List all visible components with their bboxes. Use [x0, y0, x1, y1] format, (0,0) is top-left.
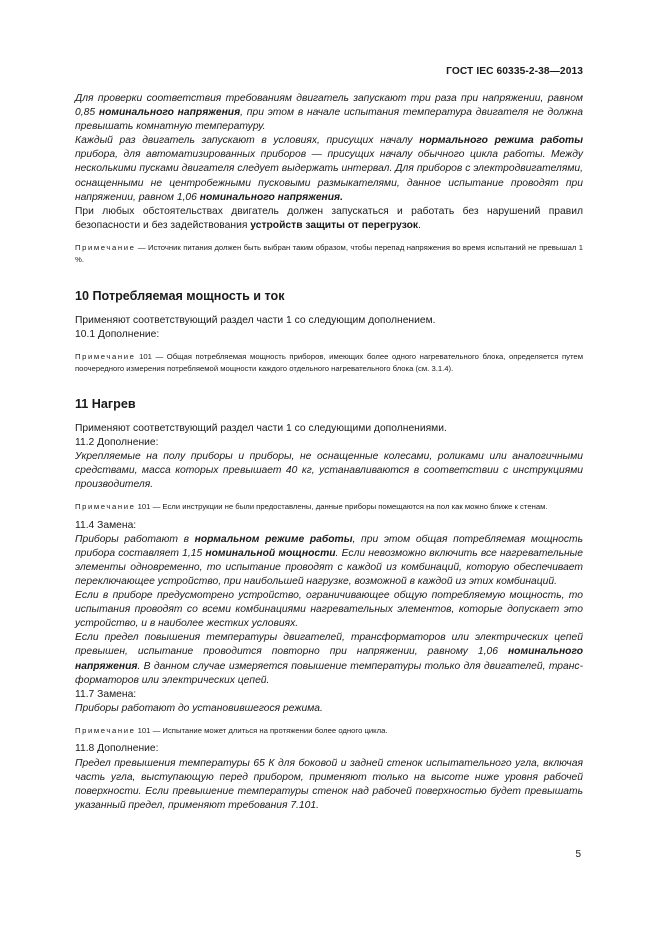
text-run: . В данном случае измеряется повышение температуры только для двигателей, трансформаторов или электрических цепей.: [75, 660, 583, 686]
paragraph-motor-start-conditions: [75, 134, 583, 204]
text-run: Каждый раз двигатель запускают в условиях, присущих началу: [75, 135, 420, 147]
text-run: устройств защиты от перегрузок: [250, 219, 419, 231]
note-test-duration: [75, 725, 583, 737]
paragraph-steady-state: Приборы работают до установившегося режима.: [75, 702, 323, 714]
note-power-supply: [75, 242, 583, 265]
note-label: Примечание: [75, 242, 136, 252]
clause-11-4: 11.4 Замена:: [75, 519, 137, 531]
paragraph-limiting-device: Если в приборе предусмотрено устройство, ограничивающее общую потребляемую мощность, то испытания проводят со всеми комбинациями нагревательных элементов, которые допускает это устройство, и в наиболее жестких условиях.: [75, 590, 583, 630]
paragraph-temperature-limit: [75, 631, 583, 687]
text-run: , при этом в начале испытания температура двигателя не должна превышать комнатную температуру.: [75, 107, 583, 133]
note-text: — Источник питания должен быть выбран таким образом, чтобы перепад напряжения во время испытаний не превышал 1 %.: [75, 242, 583, 264]
text-run: нормального режима работы: [419, 135, 583, 147]
text-run: прибора, для автоматизированных приборов — присущих началу обычного цикла работы. Между несколькими пусками двигателя следует выдержать интервал. Для приборов с электродвигателями, оснащенными не центробежными пусковыми размыкателями, данное испытание проводят при напряжении, равном 1,06: [75, 149, 583, 203]
paragraph-motor-start-test: [75, 92, 583, 134]
note-label: Примечание: [75, 352, 136, 362]
paragraph-safety-requirement: [75, 205, 583, 233]
clause-10-1: 10.1 Дополнение:: [75, 329, 160, 341]
paragraph-test-corner-limit: Предел превышения температуры 65 К для боковой и задней стенок испытательного угла, включая часть угла, выступающую перед прибором, применяют только на высоте ниже уровня рабочей поверхности. Если превышение температуры стенок над рабочей поверхностью будет превышать указанный предел, применяют требования 7.101.: [75, 757, 583, 811]
section-title-power-input: 10 Потребляемая мощность и ток: [75, 289, 285, 304]
text-run: Для проверки соответствия требованиям двигатель запускают три раза при напряжении, равном 0,85: [75, 93, 583, 119]
text-run: , при этом общая потребляемая мощность прибора составляет 1,15: [75, 533, 583, 559]
paragraph-applies-part1: Применяют соответствующий раздел части 1 со следующим дополнением.: [75, 315, 436, 327]
text-run: При любых обстоятельствах двигатель должен запускаться и работать без нарушений правил безопасности и без задействования: [75, 205, 583, 231]
text-run: .: [418, 219, 421, 231]
note-total-power: [75, 351, 583, 374]
paragraph-floor-appliances: Укрепляемые на полу приборы и приборы, не оснащенные колесами, роликами или аналогичными средствами, масса которых превышает 40 кг, устанавливаются в соответствии с инструкциями производителя.: [75, 450, 583, 490]
text-run: Если предел повышения температуры двигателей, трансформаторов или электрических цепей превышен, испытание проводится повторно при напряжении, равному 1,06: [75, 632, 583, 658]
clause-11-7: 11.7 Замена:: [75, 688, 137, 700]
text-run: номинальной мощности: [205, 547, 336, 559]
section-title-heating: 11 Нагрев: [75, 396, 136, 411]
paragraph-applies-part1-additions: Применяют соответствующий раздел части 1 со следующими дополнениями.: [75, 422, 447, 434]
text-run: Приборы работают в: [75, 533, 195, 545]
text-run: нормальном режиме работы: [194, 533, 353, 545]
text-run: номинального напряжения: [98, 107, 241, 119]
note-text: 101 — Общая потребляемая мощность приборов, имеющих более одного нагревательного блока, определяется путем поочередного измерения потребляемой мощности каждого отдельного нагревательного блока (см. 3.1.4).: [75, 352, 583, 373]
text-run: номинального напряжения: [75, 646, 583, 672]
text-run: . Если невозможно включить все нагревательные элементы одновременно, то испытание проводят с каждой из комбинаций, которую обеспечивает переключающее устройство, при наибольшей нагрузке, возможной в каждой из этих комбинаций.: [75, 547, 583, 587]
clause-11-2: 11.2 Дополнение:: [75, 436, 159, 448]
note-text: 101 — Если инструкции не были предоставлены, данные приборы помещаются на пол как можно ближе к стенам.: [135, 501, 548, 511]
note-label: Примечание: [75, 501, 136, 511]
standard-code-header: ГОСТ IEC 60335-2-38—2013: [446, 66, 583, 77]
clause-11-8: 11.8 Дополнение:: [75, 743, 159, 755]
text-run: номинального напряжения.: [199, 191, 343, 203]
paragraph-normal-operation: [75, 533, 583, 589]
page-content: [75, 92, 583, 813]
note-text: 101 — Испытание может длиться на протяжении более одного цикла.: [135, 725, 388, 735]
page-number: 5: [575, 849, 581, 860]
note-label: Примечание: [75, 725, 136, 735]
note-no-instructions: [75, 501, 583, 513]
